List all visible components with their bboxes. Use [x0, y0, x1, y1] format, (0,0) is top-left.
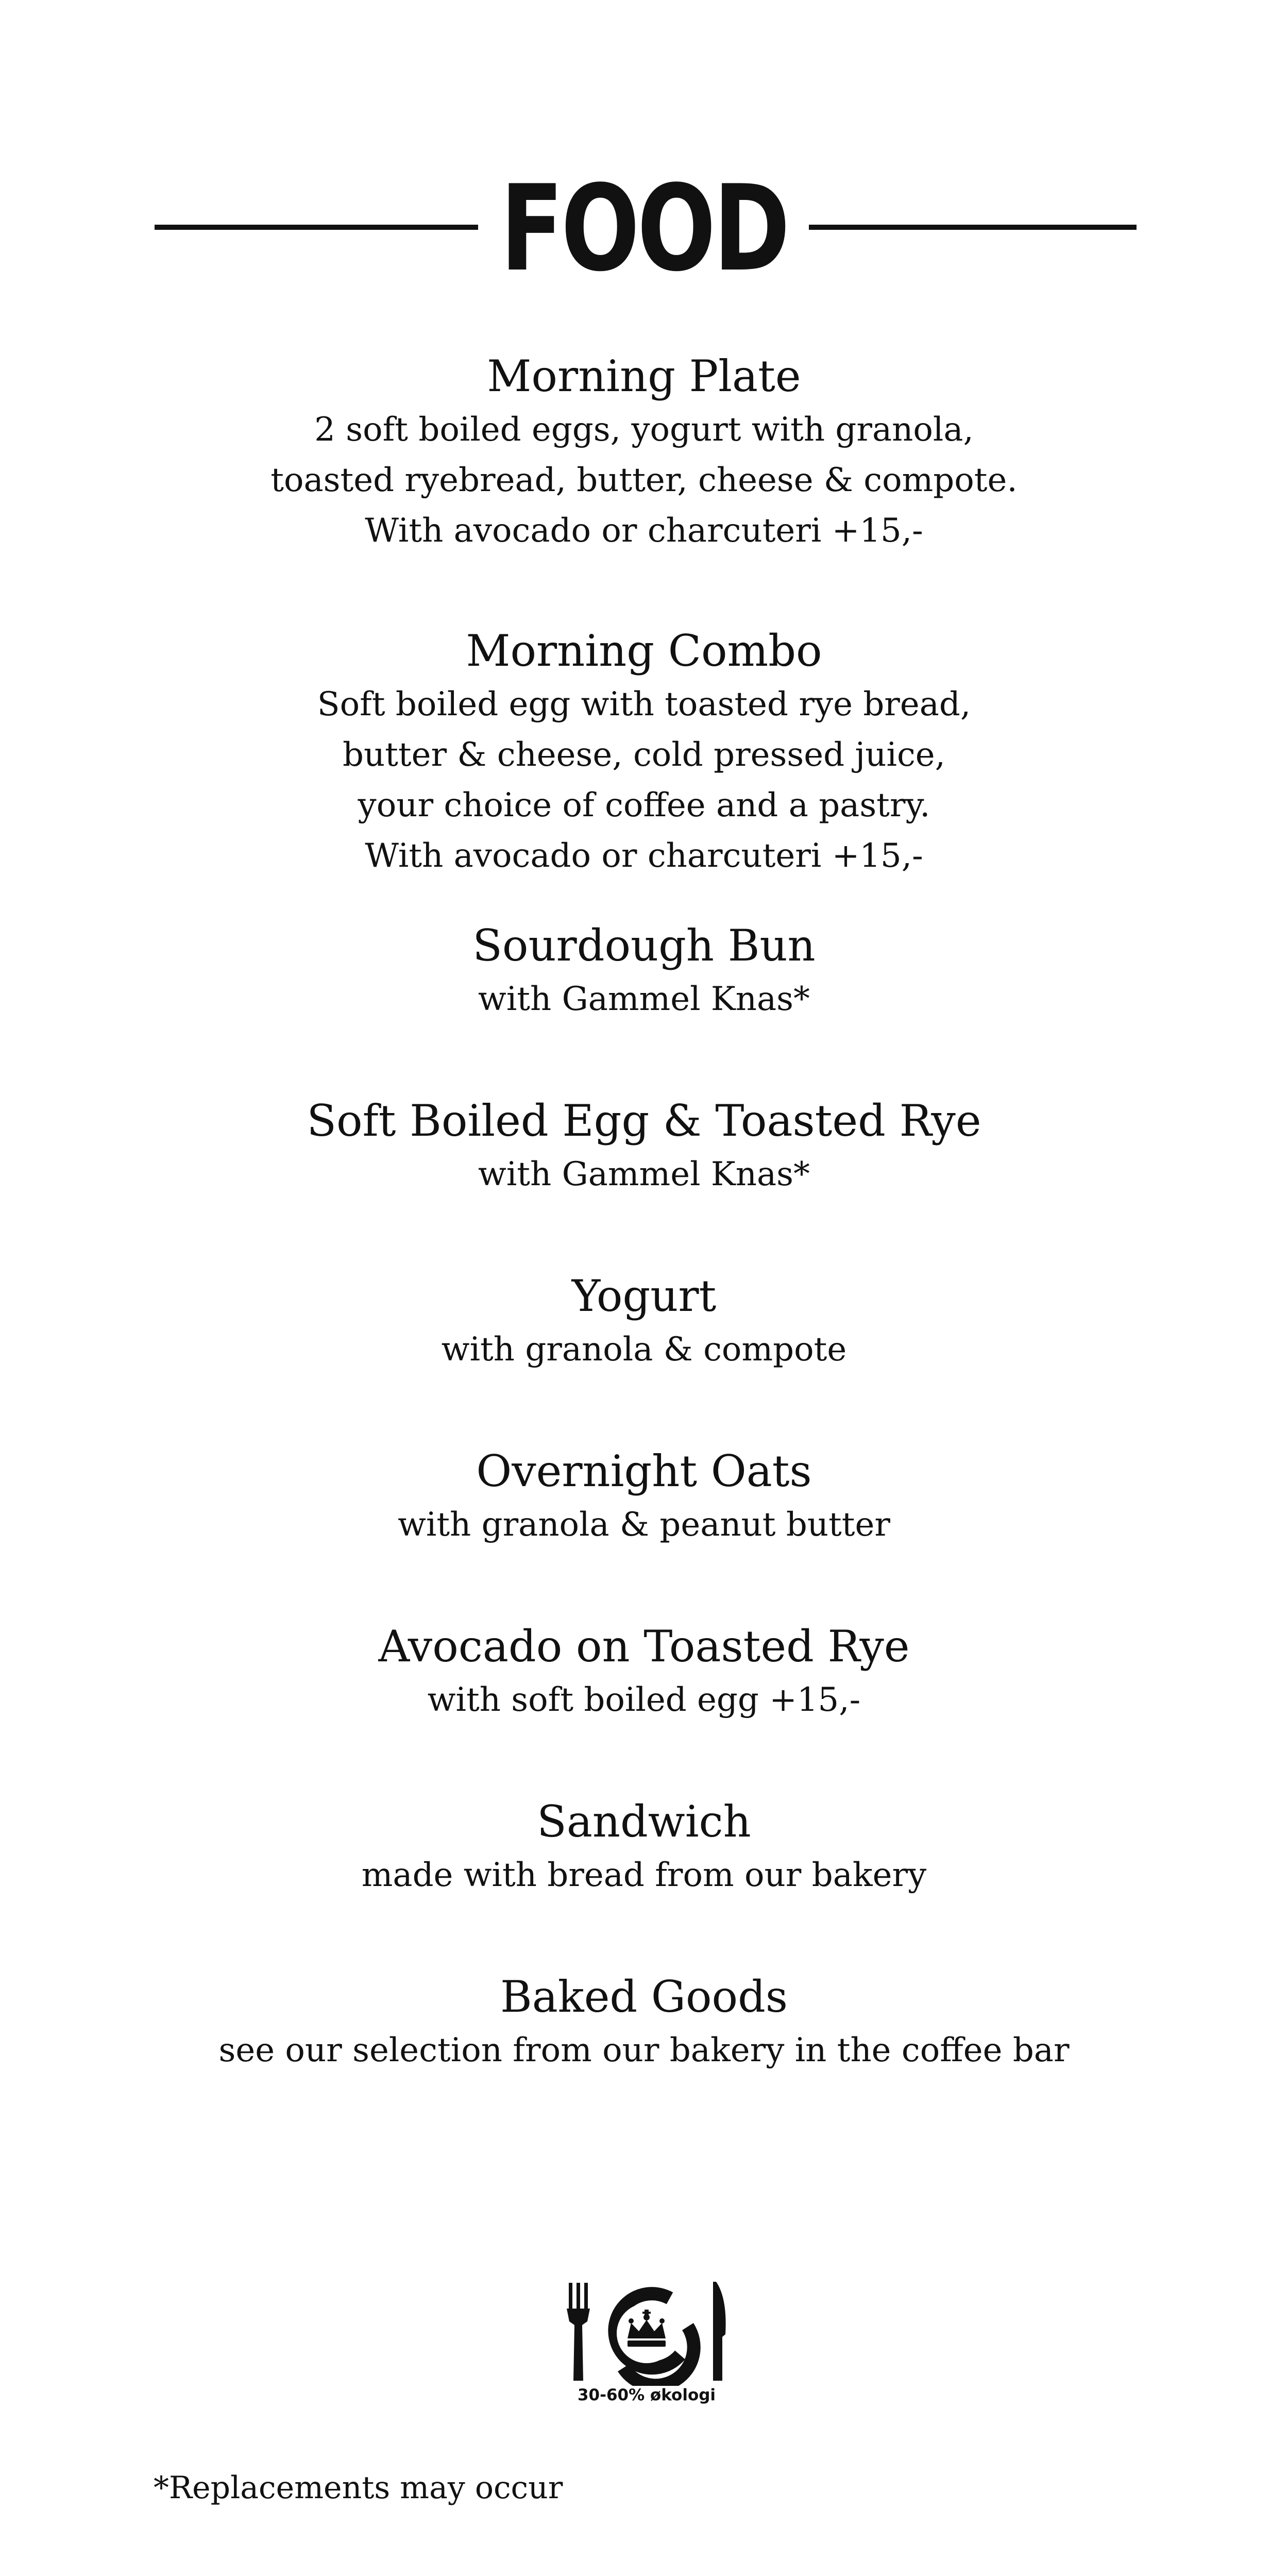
menu-item-sandwich	[0, 1793, 1288, 1900]
item-description-line: your choice of coffee and a pastry.	[358, 786, 930, 824]
menu-item-morning-combo	[0, 622, 1288, 881]
item-name: Yogurt	[571, 1271, 717, 1321]
item-name: Morning Plate	[487, 351, 801, 401]
item-description-line: toasted ryebread, butter, cheese & compote.	[270, 461, 1018, 499]
item-name: Morning Combo	[466, 626, 822, 676]
item-name: Sourdough Bun	[472, 920, 816, 971]
item-description-line: with Gammel Knas*	[478, 980, 810, 1018]
item-description-line: see our selection from our bakery in the coffee bar	[218, 2031, 1070, 2069]
menu-item-sourdough-bun	[0, 917, 1288, 1024]
organic-cutlery-logo-icon	[562, 2278, 732, 2386]
item-name: Sandwich	[537, 1796, 751, 1847]
menu-item-soft-boiled-egg	[0, 1092, 1288, 1200]
menu-item-morning-plate	[0, 348, 1288, 556]
logo-caption: 30-60% økologi	[577, 2386, 716, 2404]
item-name: Avocado on Toasted Rye	[378, 1621, 910, 1672]
menu-item-overnight-oats	[0, 1443, 1288, 1550]
item-description-line: with granola & compote	[441, 1331, 847, 1369]
footnote: *Replacements may occur	[154, 2470, 563, 2506]
item-description-line: made with bread from our bakery	[361, 1856, 927, 1894]
item-description-line: with Gammel Knas*	[478, 1155, 810, 1193]
item-description-line: Soft boiled egg with toasted rye bread,	[317, 685, 971, 723]
menu-item-avocado-on-rye	[0, 1618, 1288, 1725]
item-name: Baked Goods	[500, 1972, 788, 2022]
menu-item-yogurt	[0, 1268, 1288, 1375]
item-description-line: with soft boiled egg +15,-	[427, 1681, 861, 1719]
item-description-line: 2 soft boiled eggs, yogurt with granola,	[314, 411, 974, 449]
item-description-line: With avocado or charcuteri +15,-	[365, 512, 923, 550]
page-title: FOOD	[500, 160, 788, 298]
menu-item-baked-goods	[0, 1968, 1288, 2076]
organic-logo	[562, 2278, 732, 2401]
header-rule-right	[809, 225, 1137, 230]
item-description-line: butter & cheese, cold pressed juice,	[342, 736, 946, 774]
item-description-line: with granola & peanut butter	[398, 1506, 890, 1544]
item-name: Overnight Oats	[476, 1446, 812, 1496]
item-description-line: With avocado or charcuteri +15,-	[365, 837, 923, 875]
item-name: Soft Boiled Egg & Toasted Rye	[307, 1096, 981, 1146]
